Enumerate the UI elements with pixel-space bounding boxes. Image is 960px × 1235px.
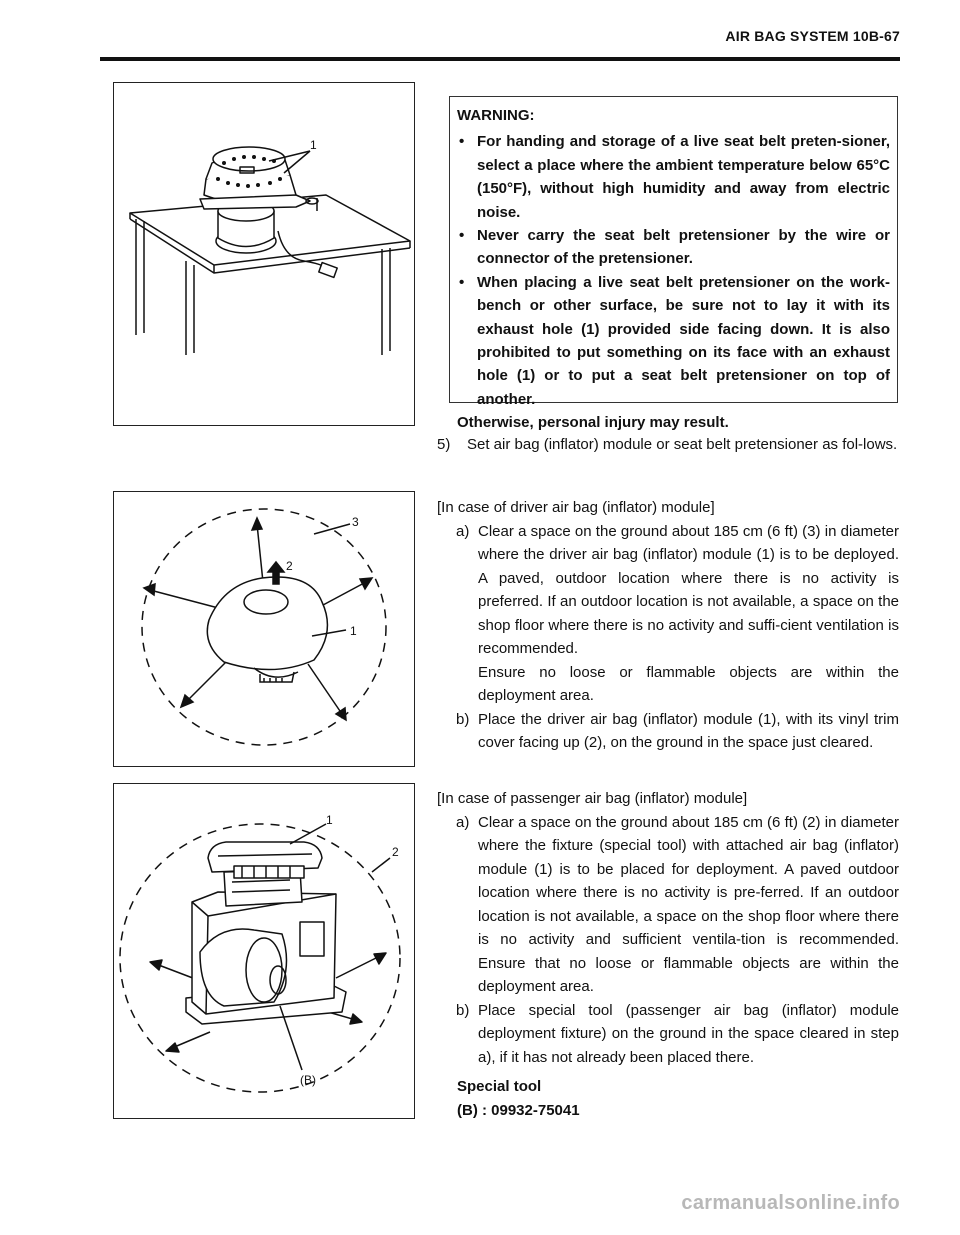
warning-box	[449, 96, 898, 432]
passenger-step-a-text: Clear a space on the ground about 185 cm (6 ft) (2) in diameter where the fixture (special tool) with attached air bag (inflator) module (1) is to be placed for deployment. A paved outdoor location where there is no activity is pre-ferred. If an outdoor location is not available, a space on the shop floor where there is no activity and sufficient ventila-tion is recommended. Ensure that no loose or flammable objects are within the deployment area.	[478, 813, 899, 995]
page-header-title: AIR BAG SYSTEM 10B-67	[725, 28, 900, 44]
callout-3: 3	[352, 515, 359, 529]
figure-driver-air-bag	[113, 491, 415, 767]
driver-step-a-text: Clear a space on the ground about 185 cm (6 ft) (3) in diameter where the driver air bag (inflator) module (1) is to be deployed. A paved, outdoor location where there is no activity is preferred. If an outdoor location is not available, a space on the shop floor where there is no activity and suffi-cient ventilation is recommended.	[478, 522, 899, 657]
warning-bullet-carry: • Never carry the seat belt pretensioner by the wire or connector of the pretensioner.	[457, 224, 890, 271]
passenger-section	[437, 787, 899, 1122]
step-number: 5)	[437, 436, 451, 453]
callout-2: 2	[392, 845, 399, 859]
driver-step-a-note: Ensure no loose or flammable objects are within the deployment area.	[478, 663, 899, 704]
figure-passenger-air-bag	[113, 783, 415, 1119]
warning-title: WARNING:	[457, 107, 535, 124]
passenger-step-b-label: b)	[456, 1001, 470, 1019]
warning-bullet-storage: • For handing and storage of a live seat belt preten-sioner, select a place where the ambient temperature below 65°C (150°F), without high humidity and away from electric noise.	[457, 130, 890, 224]
callout-1: 1	[326, 813, 333, 827]
figure-seat-belt-pretensioner	[113, 82, 415, 426]
passenger-heading: [In case of passenger air bag (inflator) module]	[437, 790, 748, 807]
driver-heading: [In case of driver air bag (inflator) module]	[437, 499, 715, 516]
watermark: carmanualsonline.info	[681, 1192, 900, 1214]
driver-step-b-label: b)	[456, 710, 470, 728]
callout-b: (B)	[300, 1073, 316, 1087]
step-text: Set air bag (inflator) module or seat belt pretensioner as fol-lows.	[467, 436, 898, 453]
header-rule	[100, 57, 900, 61]
callout-2: 2	[286, 559, 293, 573]
warning-footer: Otherwise, personal injury may result.	[457, 414, 729, 432]
driver-section	[437, 496, 899, 755]
callout-1: 1	[310, 138, 317, 152]
warning-bullet-placing: • When placing a live seat belt pretensioner on the work-bench or other surface, be sure not to lay it with its exhaust hole (1) provided side facing down. It is also prohibited to put something on its face with an exhaust hole (1) or to put a seat belt pretensioner on top of another.	[457, 271, 890, 411]
step-5	[437, 433, 899, 457]
driver-step-b-text: Place the driver air bag (inflator) module (1), with its vinyl trim cover facing up (2), on the ground in the space just cleared.	[478, 710, 899, 751]
passenger-step-a-label: a)	[456, 813, 470, 831]
driver-step-a-label: a)	[456, 522, 470, 540]
callout-1: 1	[350, 624, 357, 638]
passenger-step-b-text: Place special tool (passenger air bag (inflator) module deployment fixture) on the ground in the space cleared in step a), if it has not already been placed there.	[478, 1001, 899, 1066]
special-tool-label: Special tool	[457, 1078, 542, 1095]
special-tool-value: (B) : 09932-75041	[457, 1101, 580, 1119]
